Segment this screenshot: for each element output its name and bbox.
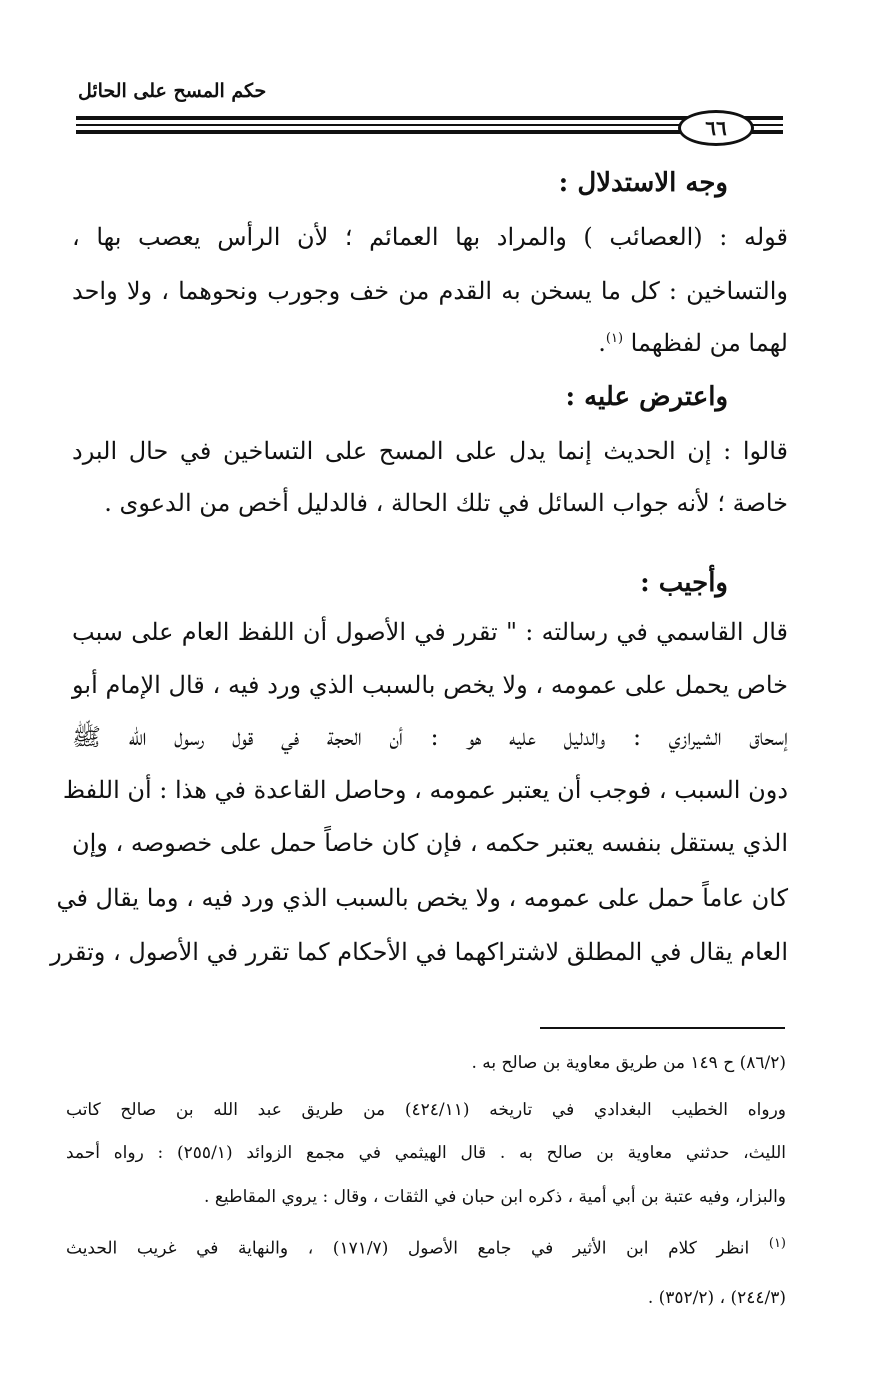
page-number: ٦٦ — [678, 110, 754, 146]
text-line: خاصة ؛ لأنه جواب السائل في تلك الحالة ، فالدليل أخص من الدعوى . — [104, 489, 788, 517]
text-fragment: انظر كلام ابن الأثير في جامع الأصول (١٧١/٧) ، والنهاية في غريب الحديث — [66, 1238, 750, 1259]
text-line: قوله : (العصائب ) والمراد بها العمائم ؛ لأن الرأس يعصب بها ، — [72, 223, 788, 251]
text-line: الذي يستقل بنفسه يعتبر حكمه ، فإن كان خاصاً حمل على خصوصه ، وإن — [72, 829, 788, 857]
text-line — [72, 329, 788, 357]
text-line: العام يقال في المطلق لاشتراكهما في الأحكام كما تقرر في الأصول ، وتقرر — [50, 938, 788, 966]
footnote-line: (٢٤٤/٣) ، (٣٥٢/٢) . — [647, 1288, 786, 1308]
text-line: خاص يحمل على عمومه ، ولا يخص بالسبب الذي ورد فيه ، قال الإمام أبو — [72, 671, 788, 699]
footnote-line — [66, 1236, 786, 1259]
header-rule — [76, 124, 783, 126]
footnote-line: الليث، حدثني معاوية بن صالح به . قال الهيثمي في مجمع الزوائد (٢٥٥/١) : رواه أحمد — [66, 1143, 786, 1163]
section-heading: وأجيب : — [640, 568, 728, 598]
header-rule — [76, 130, 783, 134]
text-line: قال القاسمي في رسالته : " تقرر في الأصول أن اللفظ العام على سبب — [72, 618, 788, 646]
text-line: إسحاق الشيرازي : والدليل عليه هو : أن الحجة في قول رسول الله ﷺ — [72, 723, 788, 751]
footnote-line: (٨٦/٢) ح ١٤٩ من طريق معاوية بن صالح به . — [471, 1053, 786, 1073]
footnote-separator — [540, 1027, 785, 1029]
section-heading: واعترض عليه : — [565, 382, 728, 412]
header-rule — [76, 116, 783, 120]
footnote-marker: (١) — [605, 331, 624, 346]
text-line: قالوا : إن الحديث إنما يدل على المسح على التساخين في حال البرد — [72, 437, 788, 465]
text-fragment: لهما من لفظهما — [630, 329, 788, 357]
text-line: دون السبب ، فوجب أن يعتبر عمومه ، وحاصل القاعدة في هذا : أن اللفظ — [62, 776, 788, 804]
running-header-title: حكم المسح على الحائل — [78, 80, 267, 102]
text-fragment: . — [598, 329, 606, 357]
text-line: والتساخين : كل ما يسخن به القدم من خف وجورب ونحوهما ، ولا واحد — [72, 277, 788, 305]
footnote-marker: (١) — [768, 1236, 786, 1251]
footnote-line: ورواه الخطيب البغدادي في تاريخه (٤٢٤/١١) من طريق عبد الله بن صالح كاتب — [66, 1100, 786, 1120]
footnote-line: والبزار، وفيه عتبة بن أبي أمية ، ذكره ابن حبان في الثقات ، وقال : يروي المقاطيع . — [204, 1187, 786, 1207]
text-line: كان عاماً حمل على عمومه ، ولا يخص بالسبب الذي ورد فيه ، وما يقال في — [56, 884, 788, 912]
section-heading: وجه الاستدلال : — [558, 168, 728, 198]
